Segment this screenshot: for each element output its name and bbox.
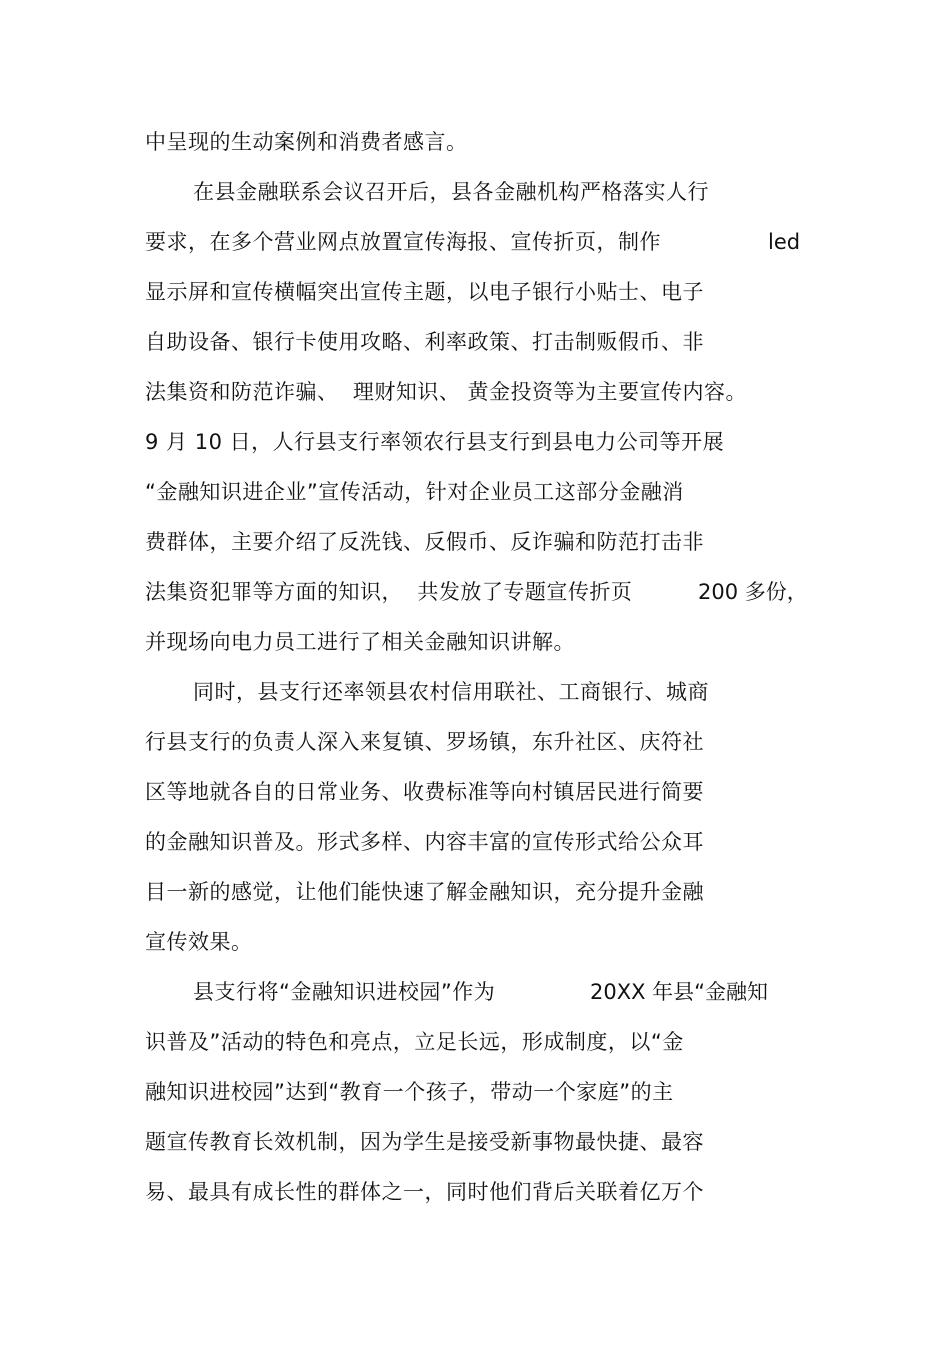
text-line: 法集资犯罪等方面的知识， 共发放了专题宣传折页: [145, 580, 633, 604]
text-line: 宣传效果。: [145, 930, 253, 954]
text-line: 法集资和防范诈骗、 理财知识、 黄金投资等为主要宣传内容。: [145, 380, 748, 404]
text-line-tail: led: [768, 230, 801, 254]
text-line: 显示屏和宣传横幅突出宣传主题，以电子银行小贴士、电子: [145, 280, 704, 304]
text-line: 9 月 10 日，人行县支行率领农行县支行到县电力公司等开展: [145, 430, 725, 454]
text-line-tail: 200 多份，: [698, 580, 808, 604]
paragraph-first-line: 在县金融联系会议召开后，县各金融机构严格落实人行: [193, 180, 709, 204]
text-line: 行县支行的负责人深入来复镇、罗场镇，东升社区、庆符社: [145, 730, 704, 754]
text-line: 并现场向电力员工进行了相关金融知识讲解。: [145, 630, 575, 654]
text-line: 区等地就各自的日常业务、收费标准等向村镇居民进行简要: [145, 780, 704, 804]
text-line: 自助设备、银行卡使用攻略、利率政策、打击制贩假币、非: [145, 330, 704, 354]
text-line: 中呈现的生动案例和消费者感言。: [145, 130, 468, 154]
text-line: 的金融知识普及。形式多样、内容丰富的宣传形式给公众耳: [145, 830, 704, 854]
text-line-tail: 20XX 年县“金融知: [590, 980, 769, 1004]
text-line: 题宣传教育长效机制，因为学生是接受新事物最快捷、最容: [145, 1130, 704, 1154]
text-line: 目一新的感觉，让他们能快速了解金融知识，充分提升金融: [145, 880, 704, 904]
text-line: 识普及”活动的特色和亮点，立足长远，形成制度，以“金: [145, 1030, 684, 1054]
text-line: “金融知识进企业”宣传活动，针对企业员工这部分金融消: [145, 480, 684, 504]
text-line: 易、最具有成长性的群体之一，同时他们背后关联着亿万个: [145, 1180, 704, 1204]
text-line: 要求，在多个营业网点放置宣传海报、宣传折页，制作: [145, 230, 661, 254]
paragraph-first-line: 同时，县支行还率领县农村信用联社、工商银行、城商: [193, 680, 709, 704]
text-line: 融知识进校园”达到“教育一个孩子，带动一个家庭”的主: [145, 1080, 674, 1104]
text-line: 费群体，主要介绍了反洗钱、反假币、反诈骗和防范打击非: [145, 530, 704, 554]
paragraph-first-line: 县支行将“金融知识进校园”作为: [193, 980, 496, 1004]
